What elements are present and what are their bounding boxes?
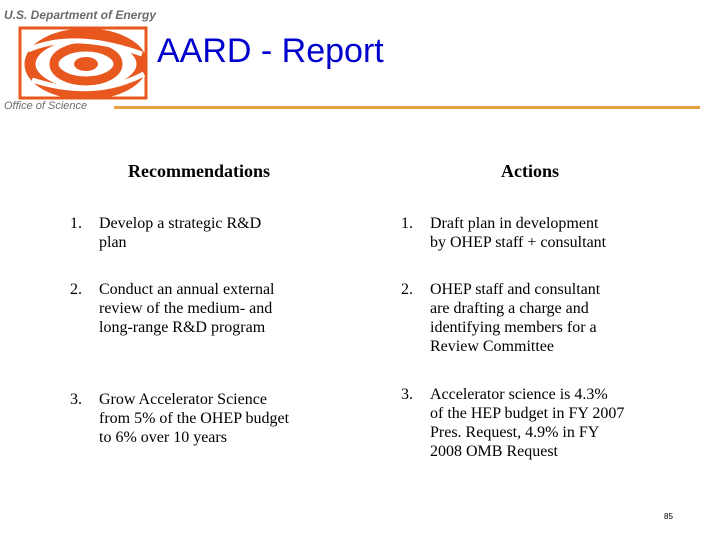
item-number: 3. [70, 391, 82, 408]
item-line: plan [99, 234, 127, 251]
header-divider [114, 106, 700, 109]
recommendations-heading: Recommendations [128, 161, 270, 181]
item-line: Pres. Request, 4.9% in FY [430, 424, 600, 441]
page-number: 85 [664, 512, 673, 521]
item-line: Accelerator science is 4.3% [430, 386, 608, 403]
item-line: Develop a strategic R&D [99, 215, 262, 232]
item-line: by OHEP staff + consultant [430, 234, 607, 251]
item-number: 3. [401, 386, 413, 403]
item-line: Review Committee [430, 338, 554, 355]
doe-office-of-science-logo [14, 24, 154, 102]
item-line: to 6% over 10 years [99, 429, 227, 446]
item-line: from 5% of the OHEP budget [99, 410, 290, 427]
page-title: AARD - Report [157, 32, 384, 70]
item-line: identifying members for a [430, 319, 597, 336]
department-name: U.S. Department of Energy [4, 8, 157, 22]
actions-heading: Actions [501, 161, 559, 181]
item-line: of the HEP budget in FY 2007 [430, 405, 625, 422]
item-line: Conduct an annual external [99, 281, 275, 298]
item-line: long-range R&D program [99, 319, 266, 336]
item-line: review of the medium- and [99, 300, 273, 317]
item-line: Grow Accelerator Science [99, 391, 267, 408]
item-line: OHEP staff and consultant [430, 281, 601, 298]
item-number: 2. [70, 281, 82, 298]
item-line: are drafting a charge and [430, 300, 589, 317]
item-line: 2008 OMB Request [430, 443, 558, 460]
item-number: 1. [401, 215, 413, 232]
item-number: 2. [401, 281, 413, 298]
office-name: Office of Science [4, 100, 88, 112]
item-number: 1. [70, 215, 82, 232]
item-line: Draft plan in development [430, 215, 599, 232]
